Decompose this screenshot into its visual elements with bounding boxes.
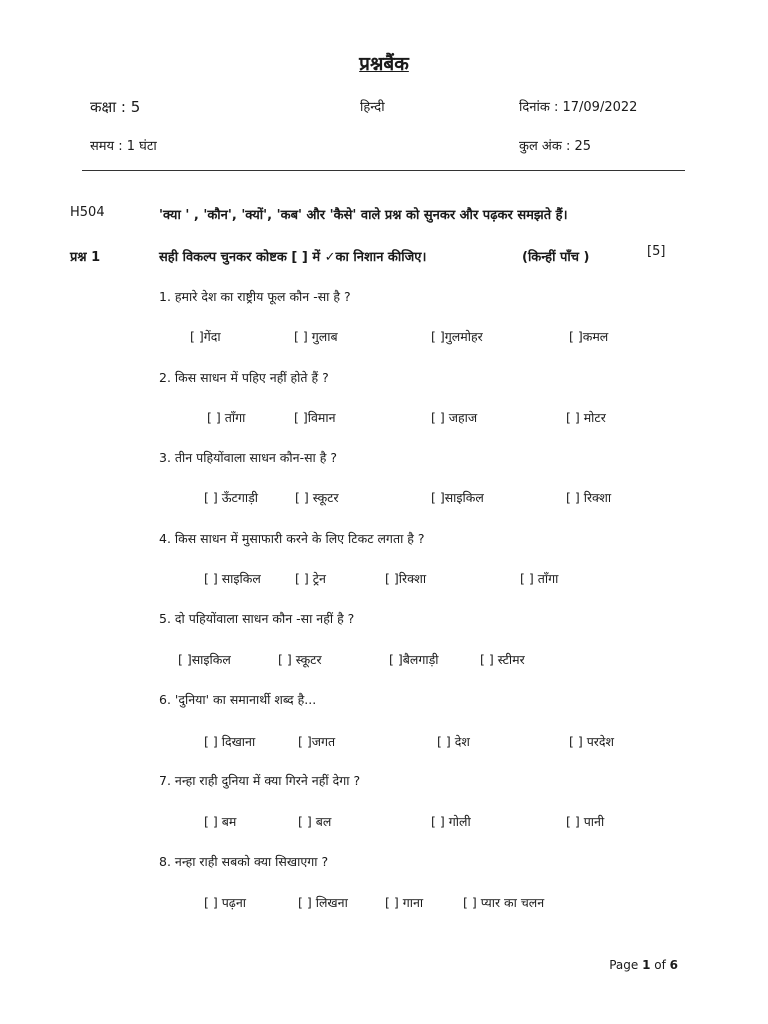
question-text: 8. नन्हा राही सबको क्या सिखाएगा ?	[159, 854, 329, 869]
answer-option[interactable]: [ ] रिक्शा	[566, 490, 612, 505]
answer-option[interactable]: [ ] ताँगा	[207, 410, 246, 425]
answer-option[interactable]: [ ] दिखाना	[204, 734, 256, 749]
time-label: समय : 1 घंटा	[90, 139, 157, 154]
question-text: 2. किस साधन में पहिए नहीं होते हैं ?	[159, 370, 329, 385]
date-label: दिनांक : 17/09/2022	[519, 100, 638, 115]
answer-option[interactable]: [ ] ट्रेन	[295, 571, 326, 586]
answer-option[interactable]: [ ] बम	[204, 814, 237, 829]
choose-any-five: (किन्हीं पाँच )	[522, 250, 590, 265]
answer-option[interactable]: [ ] जहाज	[431, 410, 478, 425]
answer-option[interactable]: [ ]साइकिल	[178, 652, 231, 667]
answer-option[interactable]: [ ] गोली	[431, 814, 471, 829]
answer-option[interactable]: [ ] प्यार का चलन	[463, 895, 545, 910]
answer-option[interactable]: [ ]जगत	[298, 734, 336, 749]
answer-option[interactable]: [ ] बल	[298, 814, 332, 829]
answer-option[interactable]: [ ]कमल	[569, 329, 609, 344]
page-current: 1	[642, 958, 651, 972]
answer-option[interactable]: [ ] स्कूटर	[295, 490, 339, 505]
question-text: 3. तीन पहियोंवाला साधन कौन-सा है ?	[159, 450, 337, 465]
answer-option[interactable]: [ ]साइकिल	[431, 490, 484, 505]
subject-label: हिन्दी	[360, 100, 385, 115]
page-total: 6	[669, 958, 678, 972]
question-number: प्रश्न 1	[70, 250, 101, 265]
answer-option[interactable]: [ ]बैलगाड़ी	[389, 652, 439, 667]
answer-option[interactable]: [ ]गेंदा	[190, 329, 221, 344]
question-text: 6. 'दुनिया' का समानार्थी शब्द है...	[159, 692, 317, 707]
marks-label: कुल अंक : 25	[519, 139, 592, 154]
section-marks: [5]	[647, 244, 666, 259]
class-label: कक्षा : 5	[90, 98, 141, 116]
page-title: प्रश्नबैंक	[359, 53, 409, 75]
header-divider	[82, 170, 685, 171]
section-instruction: 'क्या ' , 'कौन', 'क्यों', 'कब' और 'कैसे' वाले प्रश्न को सुनकर और पढ़कर समझते हैं।	[159, 208, 568, 223]
answer-option[interactable]: [ ] गाना	[385, 895, 424, 910]
section-code: H504	[70, 205, 105, 220]
answer-option[interactable]: [ ] स्टीमर	[480, 652, 525, 667]
page-prefix: Page	[609, 958, 643, 972]
answer-option[interactable]: [ ]रिक्शा	[385, 571, 427, 586]
question-instruction: सही विकल्प चुनकर कोष्टक [ ] में ✓का निशान कीजिए।	[159, 250, 427, 265]
question-text: 1. हमारे देश का राष्ट्रीय फूल कौन -सा है ?	[159, 289, 351, 304]
answer-option[interactable]: [ ] ऊँटगाड़ी	[204, 490, 259, 505]
page-of: of	[650, 958, 670, 972]
answer-option[interactable]: [ ] पढ़ना	[204, 895, 247, 910]
answer-option[interactable]: [ ] परदेश	[569, 734, 615, 749]
question-text: 4. किस साधन में मुसाफारी करने के लिए टिकट लगता है ?	[159, 531, 425, 546]
answer-option[interactable]: [ ] गुलाब	[294, 329, 338, 344]
question-text: 7. नन्हा राही दुनिया में क्या गिरने नहीं देगा ?	[159, 773, 361, 788]
answer-option[interactable]: [ ] लिखना	[298, 895, 348, 910]
answer-option[interactable]: [ ] स्कूटर	[278, 652, 322, 667]
answer-option[interactable]: [ ] ताँगा	[520, 571, 559, 586]
answer-option[interactable]: [ ] पानी	[566, 814, 605, 829]
page-footer	[609, 958, 678, 972]
answer-option[interactable]: [ ]गुलमोहर	[431, 329, 483, 344]
answer-option[interactable]: [ ]विमान	[294, 410, 336, 425]
question-text: 5. दो पहियोंवाला साधन कौन -सा नहीं है ?	[159, 611, 355, 626]
answer-option[interactable]: [ ] देश	[437, 734, 470, 749]
answer-option[interactable]: [ ] साइकिल	[204, 571, 261, 586]
answer-option[interactable]: [ ] मोटर	[566, 410, 606, 425]
